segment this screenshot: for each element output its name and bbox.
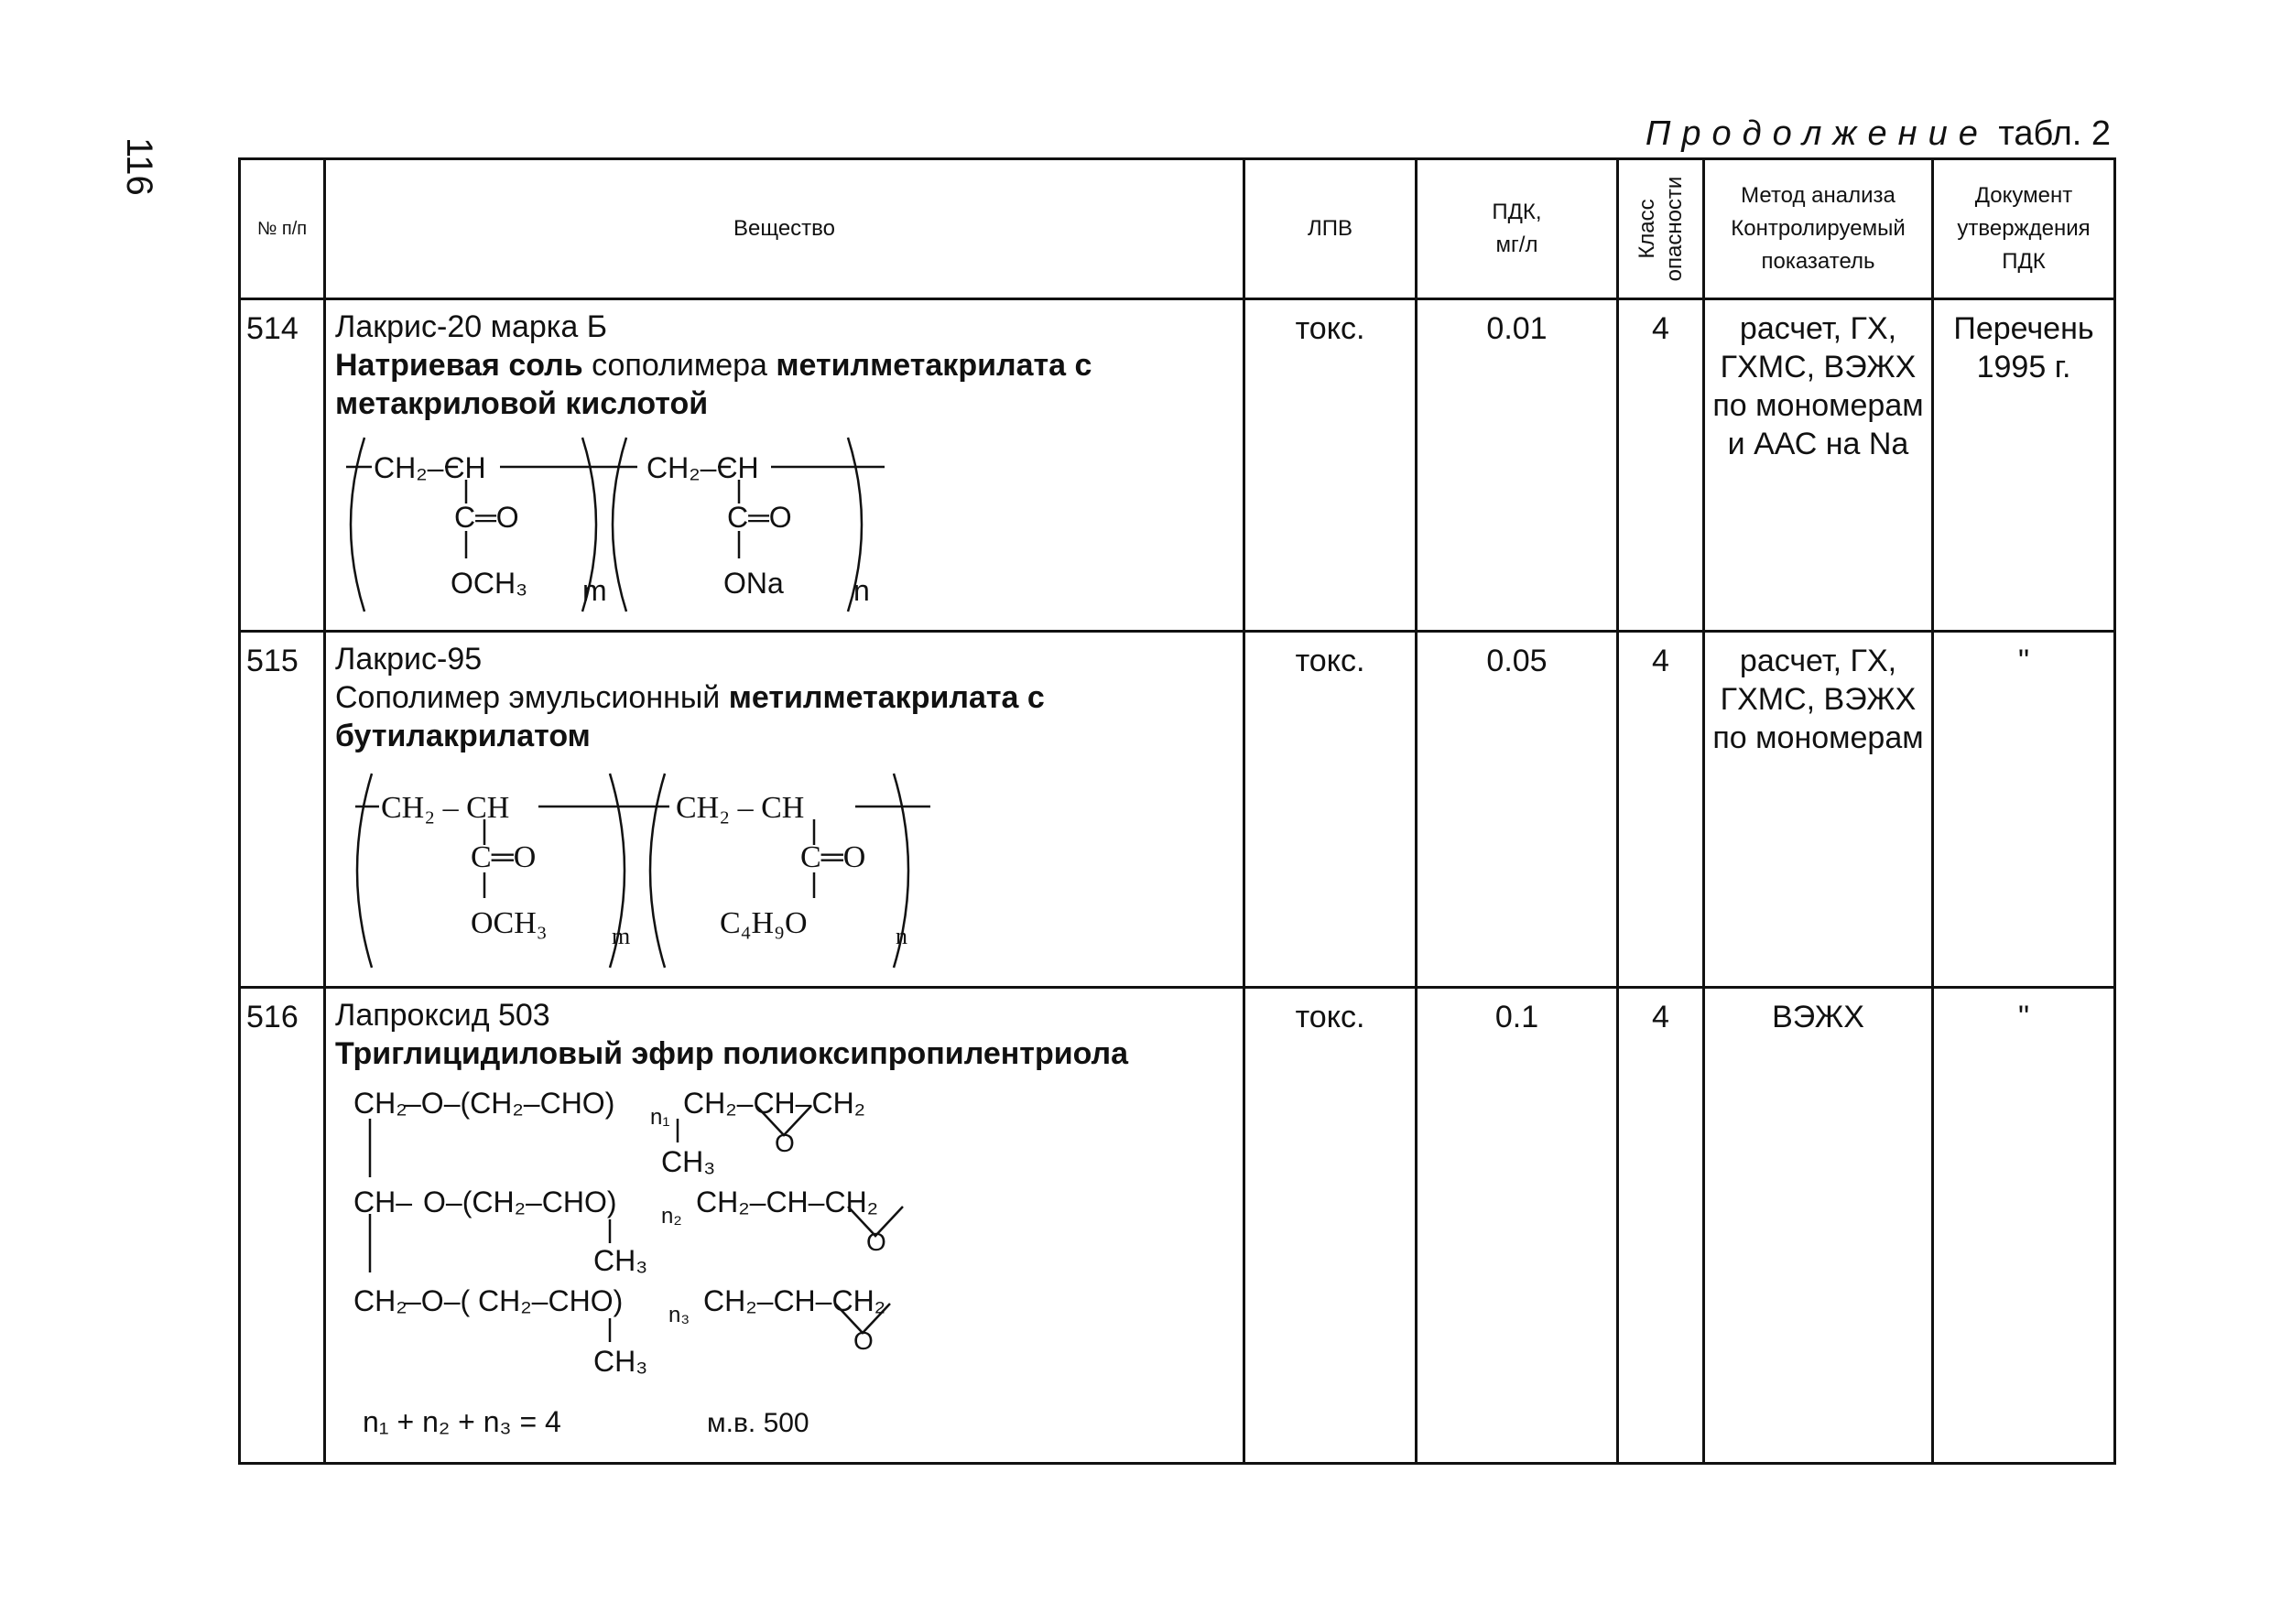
hazard-class-cell: 4 bbox=[1618, 988, 1704, 1464]
formula-line2-start: CH– bbox=[353, 1186, 413, 1218]
formula-line3-start: CH₂ bbox=[353, 1284, 407, 1317]
formula-line1-index: n₁ bbox=[650, 1105, 670, 1130]
pdk-cell: 0.1 bbox=[1417, 988, 1618, 1464]
formula-chain-1: CH₂–CH bbox=[374, 451, 486, 484]
formula-epoxy-oxygen: O bbox=[775, 1129, 795, 1157]
header-pdk: ПДК, мг/л bbox=[1417, 159, 1618, 299]
table-caption bbox=[1646, 114, 2111, 154]
formula-line3-chain: –O–( CH₂–CHO) bbox=[405, 1284, 624, 1317]
formula-chain-2: CH₂ – CH bbox=[676, 791, 805, 825]
header-lpv: ЛПВ bbox=[1244, 159, 1417, 299]
document-cell: Перечень 1995 г. bbox=[1933, 299, 2115, 632]
header-document: Документ утверждения ПДК bbox=[1933, 159, 2115, 299]
formula-line1-epoxy: CH₂–CH–CH₂ bbox=[683, 1087, 866, 1120]
method-cell: расчет, ГХ, ГХМС, ВЭЖХ по мономерам и ААС на Na bbox=[1704, 299, 1933, 632]
header-num: № п/п bbox=[240, 159, 325, 299]
formula-line2-index: n₂ bbox=[661, 1204, 682, 1229]
formula-carbonyl-1: C═O bbox=[454, 501, 519, 534]
hazard-class-cell: 4 bbox=[1618, 299, 1704, 632]
structural-formula bbox=[335, 428, 921, 621]
formula-carbonyl-2: C═O bbox=[727, 501, 792, 534]
document-cell-ditto: " bbox=[1933, 632, 2115, 988]
formula-carbonyl-2: C═O bbox=[800, 840, 866, 874]
header-method: Метод анализа Контролируемый показатель bbox=[1704, 159, 1933, 299]
formula-line2-epoxy: CH₂–CH–CH₂ bbox=[696, 1186, 879, 1218]
formula-chain-2: CH₂–CH bbox=[646, 451, 759, 484]
formula-index-1: m bbox=[612, 923, 631, 949]
formula-index-2: n bbox=[896, 923, 907, 949]
method-cell: ВЭЖХ bbox=[1704, 988, 1933, 1464]
formula-substituent-2: C₄H₉O bbox=[720, 906, 808, 940]
header-hazard-class: Класс опасности bbox=[1618, 159, 1704, 299]
hygiene-standards-table bbox=[238, 157, 2116, 1465]
formula-line3-methyl: CH₃ bbox=[593, 1345, 648, 1378]
substance-cell bbox=[325, 299, 1244, 632]
formula-index-1: m bbox=[582, 574, 607, 607]
formula-line3-epoxy: CH₂–CH–CH₂ bbox=[703, 1284, 886, 1317]
formula-line2-methyl: CH₃ bbox=[593, 1244, 648, 1277]
formula-substituent-2: ONa bbox=[723, 567, 784, 600]
row-number: 515 bbox=[240, 632, 325, 988]
lpv-cell: токс. bbox=[1244, 299, 1417, 632]
substance-cell bbox=[325, 988, 1244, 1464]
structural-formula bbox=[335, 1078, 994, 1445]
formula-line1-methyl: CH₃ bbox=[661, 1145, 716, 1178]
table-row bbox=[240, 988, 2115, 1464]
trade-name: Лакрис-95 bbox=[335, 642, 483, 677]
row-number: 516 bbox=[240, 988, 325, 1464]
caption-continuation: Продолжение bbox=[1645, 114, 1989, 153]
formula-line2-chain: O–(CH₂–CHO) bbox=[423, 1186, 617, 1218]
table-row bbox=[240, 632, 2115, 988]
structural-formula bbox=[335, 761, 958, 977]
chemical-description: Натриевая соль сополимера метилметакрилата с метакриловой кислотой bbox=[335, 348, 1092, 421]
lpv-cell: токс. bbox=[1244, 988, 1417, 1464]
table-header-row bbox=[240, 159, 2115, 299]
caption-table-ref: табл. 2 bbox=[1998, 114, 2111, 153]
formula-molecular-weight: м.в. 500 bbox=[707, 1408, 809, 1438]
header-substance: Вещество bbox=[325, 159, 1244, 299]
method-cell: расчет, ГХ, ГХМС, ВЭЖХ по мономерам bbox=[1704, 632, 1933, 988]
formula-carbonyl-1: C═O bbox=[471, 840, 537, 874]
formula-line1-start: CH₂ bbox=[353, 1087, 407, 1120]
pdk-cell: 0.01 bbox=[1417, 299, 1618, 632]
formula-substituent-1: OCH₃ bbox=[451, 567, 528, 600]
substance-cell bbox=[325, 632, 1244, 988]
formula-substituent-1: OCH₃ bbox=[471, 906, 548, 940]
formula-chain-1: CH₂ – CH bbox=[381, 791, 510, 825]
document-cell-ditto: " bbox=[1933, 988, 2115, 1464]
formula-epoxy-oxygen: O bbox=[853, 1326, 874, 1355]
hazard-class-cell: 4 bbox=[1618, 632, 1704, 988]
chemical-description: Триглицидиловый эфир полиоксипропилентриола bbox=[335, 1036, 1129, 1071]
table-row bbox=[240, 299, 2115, 632]
trade-name: Лапроксид 503 bbox=[335, 998, 550, 1033]
row-number: 514 bbox=[240, 299, 325, 632]
chemical-description: Сополимер эмульсионный метилметакрилата с бутилакрилатом bbox=[335, 680, 1045, 753]
lpv-cell: токс. bbox=[1244, 632, 1417, 988]
formula-index-2: n bbox=[853, 574, 870, 607]
formula-index-sum: n₁ + n₂ + n₃ = 4 bbox=[363, 1405, 561, 1438]
pdk-cell: 0.05 bbox=[1417, 632, 1618, 988]
formula-line1-chain: –O–(CH₂–CHO) bbox=[405, 1087, 615, 1120]
page-number: 116 bbox=[119, 137, 159, 196]
trade-name: Лакрис-20 марка Б bbox=[335, 309, 608, 344]
formula-epoxy-oxygen: O bbox=[866, 1228, 886, 1256]
formula-line3-index: n₃ bbox=[668, 1303, 690, 1327]
